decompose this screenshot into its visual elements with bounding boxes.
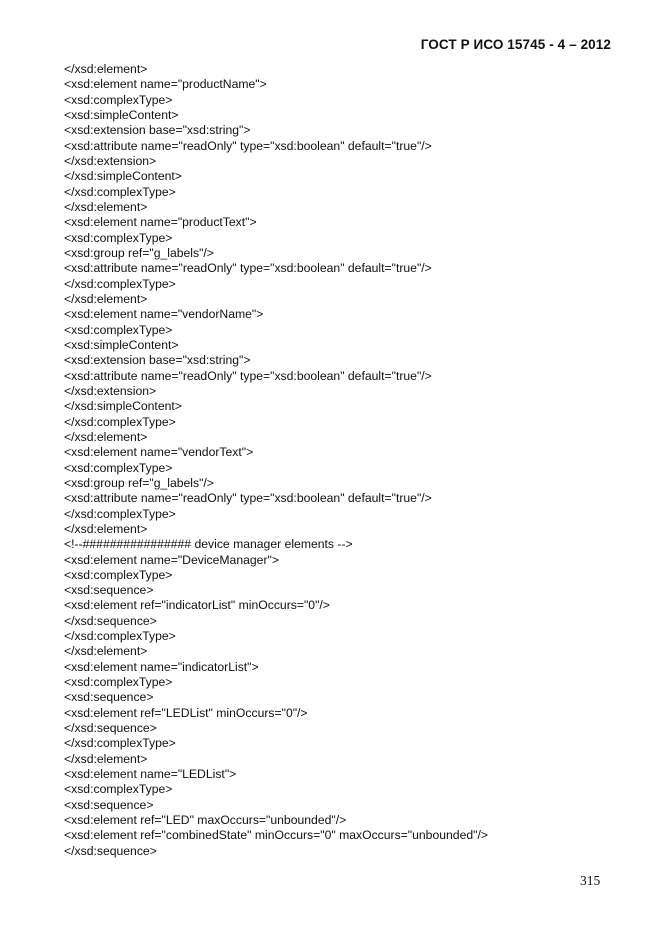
code-line: </xsd:element> [64, 291, 148, 306]
code-line: <xsd:simpleContent> [64, 107, 179, 122]
code-line: <!--################ device manager elements --> [64, 537, 353, 552]
code-line: </xsd:simpleContent> [64, 169, 182, 184]
code-line: <xsd:element name="vendorText"> [64, 445, 254, 460]
code-line: <xsd:element name="LEDList"> [64, 767, 237, 782]
code-line: </xsd:complexType> [64, 414, 176, 429]
code-line: <xsd:element ref="indicatorList" minOccurs="0"/> [64, 598, 330, 613]
code-line: <xsd:element name="vendorName"> [64, 307, 264, 322]
code-line: </xsd:element> [64, 62, 148, 76]
code-line: <xsd:attribute name="readOnly" type="xsd:boolean" default="true"/> [64, 138, 432, 153]
code-line: </xsd:complexType> [64, 506, 176, 521]
code-line: </xsd:element> [64, 644, 148, 659]
code-line: </xsd:element> [64, 751, 148, 766]
code-line: <xsd:complexType> [64, 230, 173, 245]
code-line: <xsd:element ref="combinedState" minOccurs="0" maxOccurs="unbounded"/> [64, 828, 488, 843]
code-line: </xsd:extension> [64, 153, 157, 168]
code-line: <xsd:simpleContent> [64, 337, 179, 352]
document-header: ГОСТ Р ИСО 15745 - 4 – 2012 [420, 37, 611, 52]
code-line: <xsd:element ref="LED" maxOccurs="unbounded"/> [64, 813, 347, 828]
code-line: </xsd:complexType> [64, 736, 176, 751]
code-line: <xsd:element name="productText"> [64, 215, 257, 230]
code-line: </xsd:element> [64, 521, 148, 536]
code-line: <xsd:attribute name="readOnly" type="xsd:boolean" default="true"/> [64, 368, 432, 383]
code-line: <xsd:element name="indicatorList"> [64, 659, 259, 674]
code-line: <xsd:complexType> [64, 460, 173, 475]
code-line: <xsd:attribute name="readOnly" type="xsd:boolean" default="true"/> [64, 261, 432, 276]
code-line: <xsd:complexType> [64, 322, 173, 337]
code-line: </xsd:extension> [64, 383, 157, 398]
code-line: <xsd:complexType> [64, 567, 173, 582]
code-line: <xsd:complexType> [64, 782, 173, 797]
code-line: <xsd:complexType> [64, 92, 173, 107]
code-line: </xsd:complexType> [64, 184, 176, 199]
code-line: <xsd:attribute name="readOnly" type="xsd:boolean" default="true"/> [64, 491, 432, 506]
code-line: <xsd:element name="DeviceManager"> [64, 552, 279, 567]
xsd-code-block [64, 62, 488, 859]
code-line: </xsd:complexType> [64, 276, 176, 291]
code-line: <xsd:sequence> [64, 583, 154, 598]
code-line: <xsd:element name="productName"> [64, 77, 267, 92]
code-line: <xsd:complexType> [64, 675, 173, 690]
page-number: 315 [580, 873, 601, 888]
code-line: <xsd:sequence> [64, 797, 154, 812]
code-line: </xsd:complexType> [64, 629, 176, 644]
code-line: </xsd:sequence> [64, 721, 157, 736]
code-line: <xsd:element ref="LEDList" minOccurs="0"/> [64, 705, 308, 720]
code-line: <xsd:group ref="g_labels"/> [64, 475, 214, 490]
code-line: <xsd:sequence> [64, 690, 154, 705]
code-line: </xsd:sequence> [64, 613, 157, 628]
code-line: </xsd:sequence> [64, 843, 157, 858]
code-line: </xsd:simpleContent> [64, 399, 182, 414]
code-line: </xsd:element> [64, 199, 148, 214]
code-line: <xsd:extension base="xsd:string"> [64, 353, 251, 368]
code-line: <xsd:extension base="xsd:string"> [64, 123, 251, 138]
code-line: </xsd:element> [64, 429, 148, 444]
code-line: <xsd:group ref="g_labels"/> [64, 245, 214, 260]
